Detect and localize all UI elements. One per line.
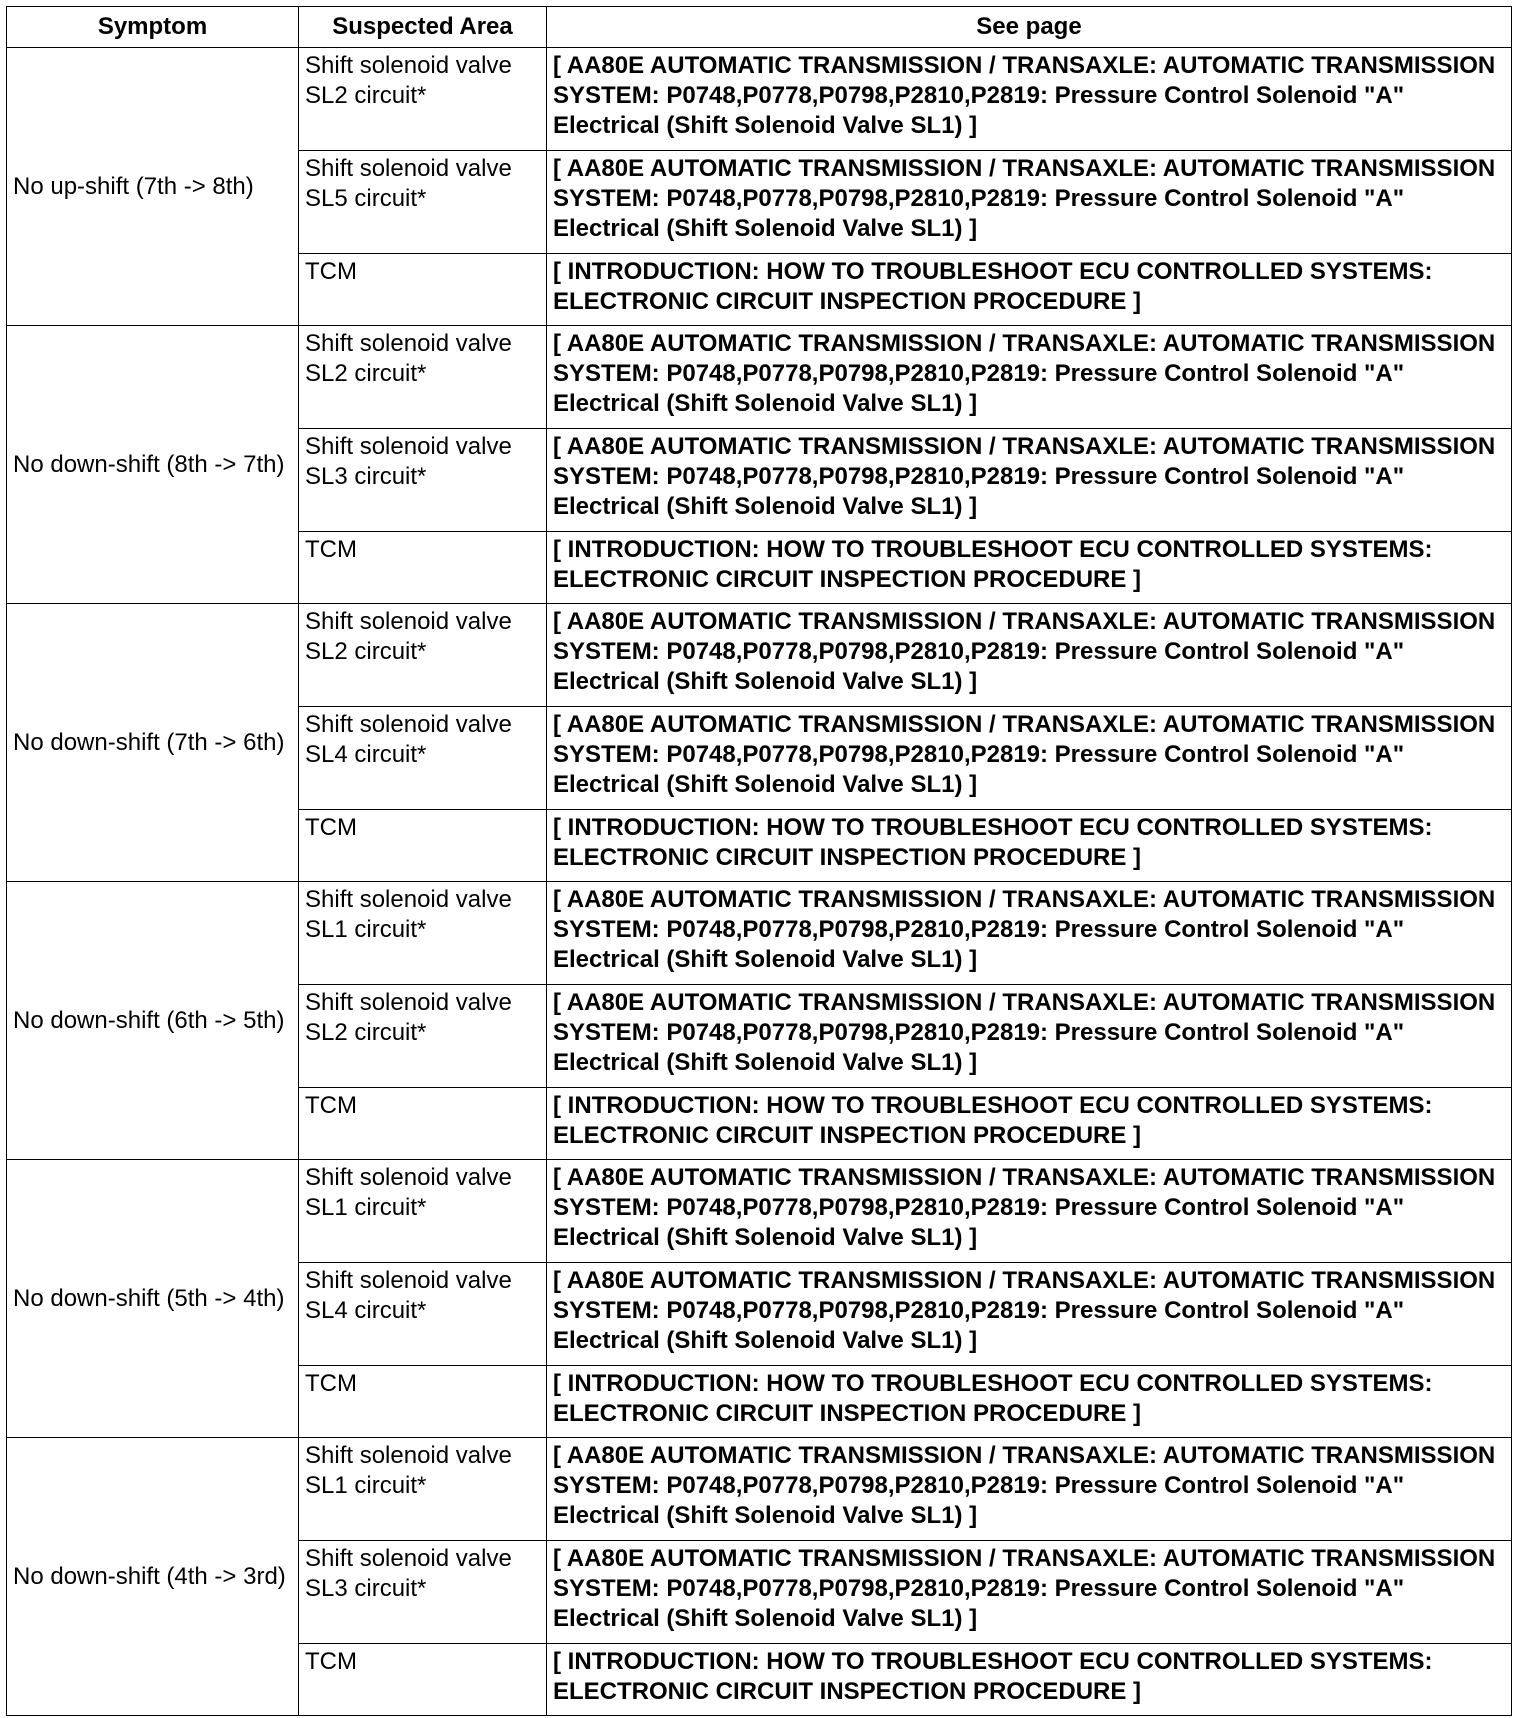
symptom-cell: No up-shift (7th -> 8th) (7, 48, 299, 326)
header-symptom: Symptom (7, 7, 299, 48)
suspected-area-cell: TCM (299, 532, 547, 604)
suspected-area-cell: Shift solenoid valve SL1 circuit* (299, 1438, 547, 1541)
symptom-cell: No down-shift (5th -> 4th) (7, 1160, 299, 1438)
see-page-link[interactable]: [ INTRODUCTION: HOW TO TROUBLESHOOT ECU CONTROLLED SYSTEMS: ELECTRONIC CIRCUIT INSPECTION PROCEDURE ] (547, 532, 1512, 604)
see-page-link[interactable]: [ AA80E AUTOMATIC TRANSMISSION / TRANSAXLE: AUTOMATIC TRANSMISSION SYSTEM: P0748,P0778,P0798,P2810,P2819: Pressure Control Solenoid "A" Electrical (Shift Solenoid Valve SL1) ] (547, 429, 1512, 532)
suspected-area-cell: TCM (299, 1088, 547, 1160)
problem-symptoms-table (6, 6, 1512, 1716)
table-row (7, 326, 1512, 429)
symptom-cell: No down-shift (8th -> 7th) (7, 326, 299, 604)
suspected-area-cell: Shift solenoid valve SL4 circuit* (299, 707, 547, 810)
symptom-cell: No down-shift (6th -> 5th) (7, 882, 299, 1160)
suspected-area-cell: Shift solenoid valve SL5 circuit* (299, 151, 547, 254)
suspected-area-cell: TCM (299, 254, 547, 326)
header-suspected-area: Suspected Area (299, 7, 547, 48)
suspected-area-cell: Shift solenoid valve SL1 circuit* (299, 1160, 547, 1263)
see-page-link[interactable]: [ INTRODUCTION: HOW TO TROUBLESHOOT ECU CONTROLLED SYSTEMS: ELECTRONIC CIRCUIT INSPECTION PROCEDURE ] (547, 1644, 1512, 1716)
table-row (7, 882, 1512, 985)
suspected-area-cell: Shift solenoid valve SL3 circuit* (299, 429, 547, 532)
symptom-cell: No down-shift (4th -> 3rd) (7, 1438, 299, 1716)
see-page-link[interactable]: [ INTRODUCTION: HOW TO TROUBLESHOOT ECU CONTROLLED SYSTEMS: ELECTRONIC CIRCUIT INSPECTION PROCEDURE ] (547, 254, 1512, 326)
see-page-link[interactable]: [ INTRODUCTION: HOW TO TROUBLESHOOT ECU CONTROLLED SYSTEMS: ELECTRONIC CIRCUIT INSPECTION PROCEDURE ] (547, 810, 1512, 882)
see-page-link[interactable]: [ AA80E AUTOMATIC TRANSMISSION / TRANSAXLE: AUTOMATIC TRANSMISSION SYSTEM: P0748,P0778,P0798,P2810,P2819: Pressure Control Solenoid "A" Electrical (Shift Solenoid Valve SL1) ] (547, 882, 1512, 985)
see-page-link[interactable]: [ INTRODUCTION: HOW TO TROUBLESHOOT ECU CONTROLLED SYSTEMS: ELECTRONIC CIRCUIT INSPECTION PROCEDURE ] (547, 1088, 1512, 1160)
header-see-page: See page (547, 7, 1512, 48)
table-row (7, 48, 1512, 151)
see-page-link[interactable]: [ AA80E AUTOMATIC TRANSMISSION / TRANSAXLE: AUTOMATIC TRANSMISSION SYSTEM: P0748,P0778,P0798,P2810,P2819: Pressure Control Solenoid "A" Electrical (Shift Solenoid Valve SL1) ] (547, 985, 1512, 1088)
suspected-area-cell: Shift solenoid valve SL2 circuit* (299, 604, 547, 707)
suspected-area-cell: Shift solenoid valve SL1 circuit* (299, 882, 547, 985)
symptom-cell: No down-shift (7th -> 6th) (7, 604, 299, 882)
suspected-area-cell: Shift solenoid valve SL2 circuit* (299, 48, 547, 151)
suspected-area-cell: Shift solenoid valve SL3 circuit* (299, 1541, 547, 1644)
table-header-row (7, 7, 1512, 48)
see-page-link[interactable]: [ INTRODUCTION: HOW TO TROUBLESHOOT ECU CONTROLLED SYSTEMS: ELECTRONIC CIRCUIT INSPECTION PROCEDURE ] (547, 1366, 1512, 1438)
see-page-link[interactable]: [ AA80E AUTOMATIC TRANSMISSION / TRANSAXLE: AUTOMATIC TRANSMISSION SYSTEM: P0748,P0778,P0798,P2810,P2819: Pressure Control Solenoid "A" Electrical (Shift Solenoid Valve SL1) ] (547, 1438, 1512, 1541)
suspected-area-cell: Shift solenoid valve SL2 circuit* (299, 985, 547, 1088)
suspected-area-cell: TCM (299, 1366, 547, 1438)
see-page-link[interactable]: [ AA80E AUTOMATIC TRANSMISSION / TRANSAXLE: AUTOMATIC TRANSMISSION SYSTEM: P0748,P0778,P0798,P2810,P2819: Pressure Control Solenoid "A" Electrical (Shift Solenoid Valve SL1) ] (547, 151, 1512, 254)
see-page-link[interactable]: [ AA80E AUTOMATIC TRANSMISSION / TRANSAXLE: AUTOMATIC TRANSMISSION SYSTEM: P0748,P0778,P0798,P2810,P2819: Pressure Control Solenoid "A" Electrical (Shift Solenoid Valve SL1) ] (547, 1541, 1512, 1644)
see-page-link[interactable]: [ AA80E AUTOMATIC TRANSMISSION / TRANSAXLE: AUTOMATIC TRANSMISSION SYSTEM: P0748,P0778,P0798,P2810,P2819: Pressure Control Solenoid "A" Electrical (Shift Solenoid Valve SL1) ] (547, 326, 1512, 429)
table-row (7, 604, 1512, 707)
table-row (7, 1160, 1512, 1263)
see-page-link[interactable]: [ AA80E AUTOMATIC TRANSMISSION / TRANSAXLE: AUTOMATIC TRANSMISSION SYSTEM: P0748,P0778,P0798,P2810,P2819: Pressure Control Solenoid "A" Electrical (Shift Solenoid Valve SL1) ] (547, 1263, 1512, 1366)
see-page-link[interactable]: [ AA80E AUTOMATIC TRANSMISSION / TRANSAXLE: AUTOMATIC TRANSMISSION SYSTEM: P0748,P0778,P0798,P2810,P2819: Pressure Control Solenoid "A" Electrical (Shift Solenoid Valve SL1) ] (547, 707, 1512, 810)
suspected-area-cell: Shift solenoid valve SL4 circuit* (299, 1263, 547, 1366)
suspected-area-cell: TCM (299, 810, 547, 882)
see-page-link[interactable]: [ AA80E AUTOMATIC TRANSMISSION / TRANSAXLE: AUTOMATIC TRANSMISSION SYSTEM: P0748,P0778,P0798,P2810,P2819: Pressure Control Solenoid "A" Electrical (Shift Solenoid Valve SL1) ] (547, 1160, 1512, 1263)
table-body (7, 48, 1512, 1716)
see-page-link[interactable]: [ AA80E AUTOMATIC TRANSMISSION / TRANSAXLE: AUTOMATIC TRANSMISSION SYSTEM: P0748,P0778,P0798,P2810,P2819: Pressure Control Solenoid "A" Electrical (Shift Solenoid Valve SL1) ] (547, 48, 1512, 151)
suspected-area-cell: Shift solenoid valve SL2 circuit* (299, 326, 547, 429)
table-row (7, 1438, 1512, 1541)
suspected-area-cell: TCM (299, 1644, 547, 1716)
see-page-link[interactable]: [ AA80E AUTOMATIC TRANSMISSION / TRANSAXLE: AUTOMATIC TRANSMISSION SYSTEM: P0748,P0778,P0798,P2810,P2819: Pressure Control Solenoid "A" Electrical (Shift Solenoid Valve SL1) ] (547, 604, 1512, 707)
